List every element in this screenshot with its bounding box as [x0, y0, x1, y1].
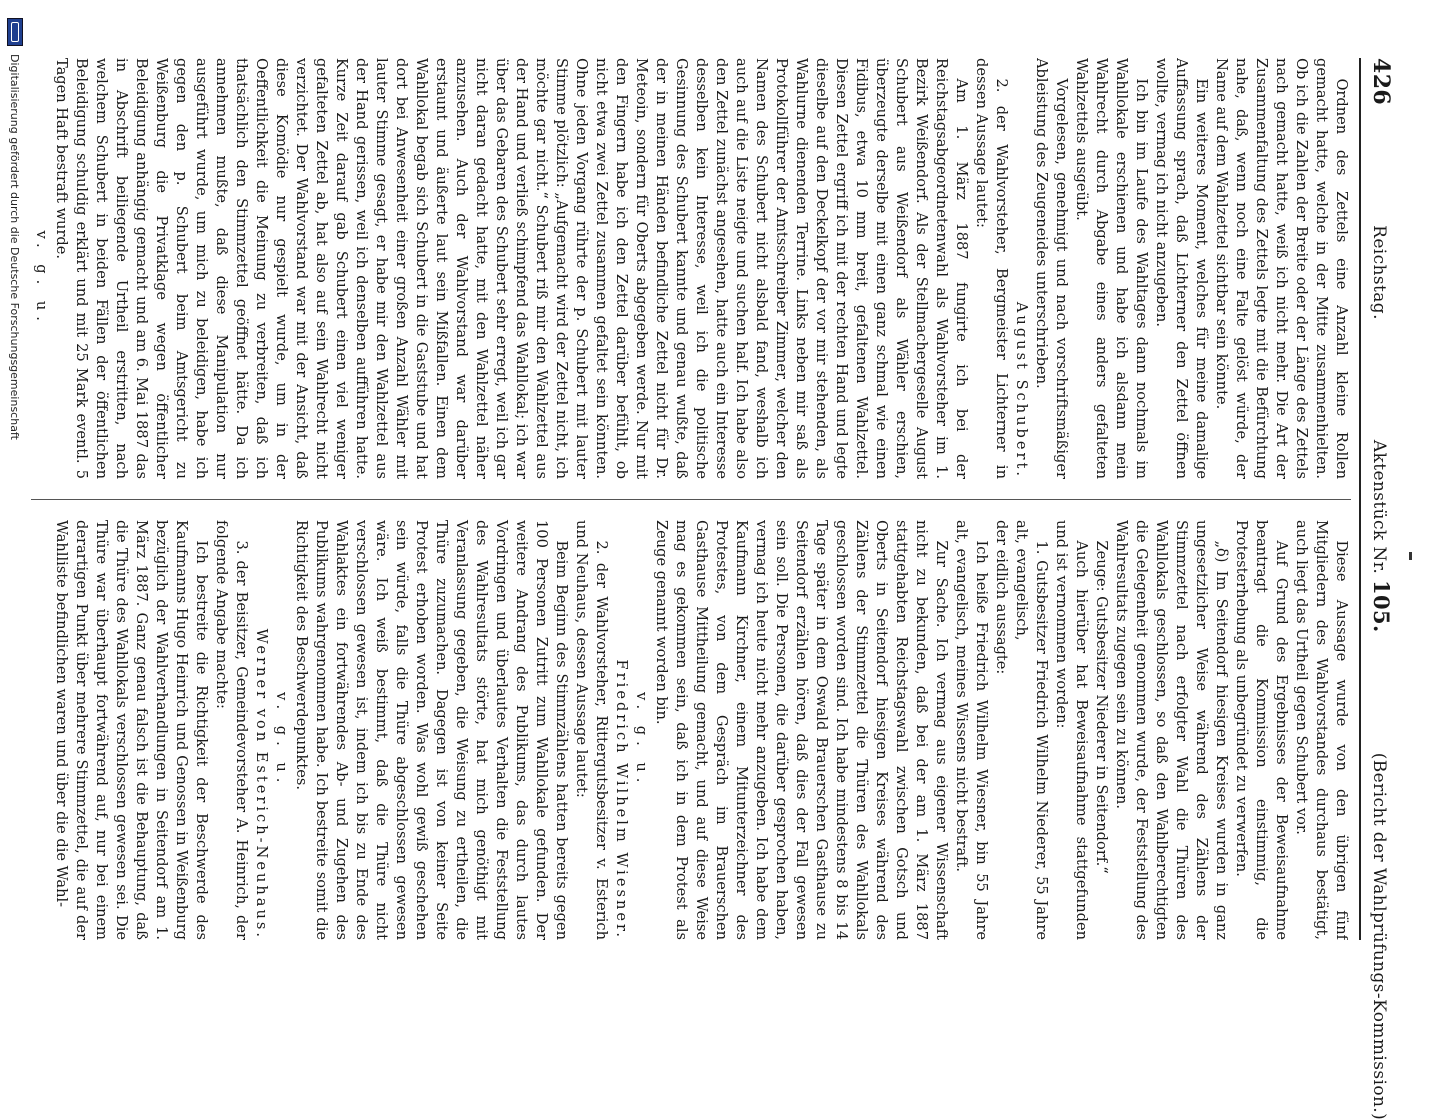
digitization-credit: Digitalisierung gefördert durch die Deutsche Forschungsgemeinschaft	[8, 54, 22, 440]
scan-mark	[1409, 552, 1412, 560]
digitization-credit-band	[0, 0, 30, 1000]
right-column	[31, 499, 1351, 940]
witness-heading: 2. der Wahlvorsteher, Rittergutsbesitzer v. Esterich und Neuhaus, dessen Aussage lautet:	[573, 520, 610, 940]
document-subject: (Bericht der Wahlprüfungs-Kommission.)	[1369, 752, 1389, 1120]
document-prefix: Aktenstück Nr.	[1369, 439, 1389, 575]
document-number: 105.	[1369, 579, 1394, 633]
paragraph: Am 1. März 1887 fungirte ich bei der Reichstagsabgeordnetenwahl als Wahlvorsteher im 1. Bezirk Weißendorf. Als der Stellmachergeselle August Schubert aus Weißendorf als Wähler erschien, überzeugte derselbe mit einen ganz schmal wie einen Fidibus, etwa 10 mm breit, gefaltenen Wahlzettel. Diesen Zettel ergriff ich mit der rechten Hand und legte dieselbe auf den Deckelkopf der vor mir stehenden, als Wahlurne dienenden Terrine. Links neben mir saß als Protokollführer der Amtsschreiber Zimmer, welcher den Namen des Schubert nicht alsbald fand, weshalb ich auch auf die Liste neigte und suchen half. Ich habe also den Zettel zunächst angesehen, hatte auch ein Interesse desselben kein Interesse, weil ich die politische Gesinnung des Schubert kannte und genau wußte, daß der in meinen Händen befindliche Zettel nicht für Dr. Meteoin, sondern für Oberts abgegeben werde. Nur mit den Fingern habe ich den Zettel darüber befühlt, ob nicht etwa zwei Zettel zusammen gefaltet sein könnten. Ohne jeden Vorgang rührte der p. Schubert mit lauter Stimme plötzlich: „Aufgemacht wird der Zettel nicht, ich möchte gar nicht.“ Schubert riß mir den Wahlzettel aus der Hand und verließ schimpfend das Wahllokal; ich war über das Gebaren des Schubert sehr erregt, weil ich gar nicht daran gedacht hatte, mit den Wahlzettel näher anzusehen. Auch der Wahlvorstand war darüber erstaunt und äußerte laut sein Mißfallen. Einen dem Wahllokal begab sich Schubert in die Gaststube und hat dort bei Anwesenheit einer großen Anzahl Wähler mit lauter Stimme gesagt, er habe mir den Wahlzettel aus der Hand gerissen, weil ich denselben aufführen hatte. Kurze Zeit darauf gab Schubert einen viel weniger gefalteten Zettel ab, hat also auf sein Wahlrecht nicht verzichtet. Der Wahlvorstand war mit der Ansicht, daß diese Komödie nur gespielt wurde, um in der Oeffentlichkeit die Meinung zu verbreiten, daß ich thatsächlich den Stimmzettel geöffnet hätte. Da ich annehmen mußte, daß diese Manipulation nur ausgeführt wurde, um mich zu beleidigen, habe ich gegen den p. Schubert beim Amtsgericht zu Weißenburg die Privatklage wegen öffentlicher Beleidigung anhängig gemacht und am 6. Mai 1887 das in Abschrift beiliegende Urtheil erstritten, nach welchem Schubert in beiden Fällen der öffentlichen Beleidigung schuldig erklärt und mit 25 Mark eventl. 5 Tagen Haft bestraft wurde.	[53, 58, 970, 479]
paragraph: Ordnen des Zettels eine Anzahl kleine Rollen gemacht hatte, welche in der Mitte zusammenhielten. Ob ich die Zahlen der Breite oder der Länge des Zettels nach gemacht hatte, weiß ich nicht mehr. Die Art der Zusammenfaltung des Zettels legte mit die Befürchtung nahe, daß, wenn noch eine Falte gelöst würde, der Name auf dem Wahlzettel sichtbar sein könnte.	[1213, 58, 1350, 479]
paragraph: Ich bestreite die Richtigkeit der Beschwerde des Kaufmanns Hugo Heinrich und Genossen in Weißenburg bezüglich der Wahlverhandlungen in Seitendorf am 1. März 1887. Ganz genau falsch ist die Behauptung, daß die Thüre des Wahllokals verschlossen gewesen sei. Die Thüre war überhaupt fortwährend auf, nur bei einem derartigen Punkt über mehrere Stimmzettel, die auf der Wahlliste befindlichen waren und über die die Wahl-	[53, 520, 210, 940]
signature: August Schubert.	[1013, 301, 1030, 479]
paragraph: der eidlich aussagte:	[993, 520, 1010, 675]
signature: Friedrich Wilhelm Wiesner.	[613, 659, 630, 940]
paragraph: Vorgelesen, genehmigt und nach vorschriftsmäßiger Ableistung des Zeugeneides unterschrieben.	[1033, 58, 1070, 479]
dfg-logo-icon	[7, 18, 23, 46]
paragraph: Beim Beginn des Stimmzählens hatten bereits gegen 100 Personen Zutritt zum Wahllokale gefunden. Der weitere Andrang des Publikums, das durch lautes Vordringen und überlautes Verhalten die Feststellung des Wahlresultats störte, hat mich genöthigt mit Veranlassung gegeben, die Weisung zu ertheilen, die Thüre zuzumachen. Dagegen ist von keiner Seite Protest erhoben worden. Was wohl gewiß geschehen sein würde, falls die Thüre abgeschlossen gewesen wäre. Ich weiß bestimmt, daß die Thüre nicht verschlossen gewesen ist, indem ich bis zu Ende des Wahlaktes ein fortwährendes Ab- und Zugehen des Publikums wahrgenommen habe. Ich bestreite somit die Richtigkeit des Beschwerdepunktes.	[293, 520, 570, 940]
signature: Werner von Esterich-Neuhaus.	[253, 628, 270, 940]
left-column	[31, 58, 1351, 499]
paragraph: Ein weiteres Moment, welches für meine damalige Auffassung sprach, daß Lichterner den Zettel öffnen wollte, vermag ich nicht anzugeben.	[1153, 58, 1210, 479]
paragraph: Auf Grund des Ergebnisses der Beweisaufnahme beantragt die Kommission einstimmig, die Protesterhebung als unbegründet zu verwerfen.	[1233, 520, 1290, 940]
paragraph: Ich bin im Laufe des Wahltages dann nochmals im Wahllokale erschienen und habe ich alsdann mein Wahlrecht durch Abgabe eines anders gefalteten Wahlzettels ausgeübt.	[1073, 58, 1150, 479]
witness-heading: 2. der Wahlvorsteher, Bergmeister Lichterner in dessen Aussage lautet:	[973, 58, 1010, 479]
paragraph: „δ) Im Seitendorf hiesigen Kreises wurden in ganz ungesetzlicher Weise während des Zählens der Stimmzettel nach erfolgter Wahl die Thüren des Wahllokals geschlossen, so daß den Wahlberechtigten die Gelegenheit genommen wurde, der Feststellung des Wahlresultats zugegen sein zu können.	[1113, 520, 1230, 940]
section-title: Reichstag.	[1369, 225, 1389, 320]
paragraph: 1. Gutsbesitzer Friedrich Wilhelm Niederer, 55 Jahre alt, evangelisch,	[1013, 520, 1050, 940]
attestation-mark: v. g. u.	[33, 230, 50, 327]
witness-heading: 3. der Beisitzer, Gemeindevorsteher A. Heinrich, der folgende Angabe machte:	[213, 520, 250, 940]
document-label	[1369, 440, 1394, 633]
paragraph: Auch hierüber hat Beweisaufnahme stattgefunden und ist vernommen worden:	[1053, 520, 1090, 940]
paragraph: Zeuge: Gutsbesitzer Niederer in Seitendorf.“	[1093, 540, 1110, 874]
paragraph: Zur Sache. Ich vermag aus eigener Wissenschaft nicht zu bekunden, daß bei der am 1. März 1887 stattgehabten Reichstagswahl zwischen Gotsch und Oberts in Seitendorf hiesigen Kreises während des Zählens der Stimmzettel die Thüren des Wahllokals geschlossen worden sind. Ich habe mindestens 8 bis 14 Tage später in dem Oswald Brauerschen Gasthause zu Seitendorf erzählen hören, daß dies der Fall gewesen sein soll. Die Personen, die darüber gesprochen haben, vermag ich heute nicht mehr anzugeben. Ich habe dem Kaufmann Kirchner, einem Mitunterzeichner des Protestes, von dem Gespräch im Brauerschen Gasthause Mittheilung gemacht, und auf diese Weise mag es gekommen sein, daß ich in dem Protest als Zeuge genannt worden bin.	[653, 520, 950, 940]
attestation-mark: v. g. u.	[633, 691, 650, 789]
page-number: 426	[1368, 58, 1394, 106]
attestation-mark: v. g. u.	[273, 691, 290, 789]
page-header	[1359, 58, 1394, 1120]
paragraph: Diese Aussage wurde von den übrigen fünf Mitgliedern des Wahlvorstandes durchaus bestätigt, auch liegt das Urtheil gegen Schubert vor.	[1293, 520, 1350, 940]
paragraph: Ich heiße Friedrich Wilhelm Wiesner, bin 55 Jahre alt, evangelisch, meines Wissens nicht bestraft.	[953, 520, 990, 940]
text-columns	[31, 58, 1351, 940]
